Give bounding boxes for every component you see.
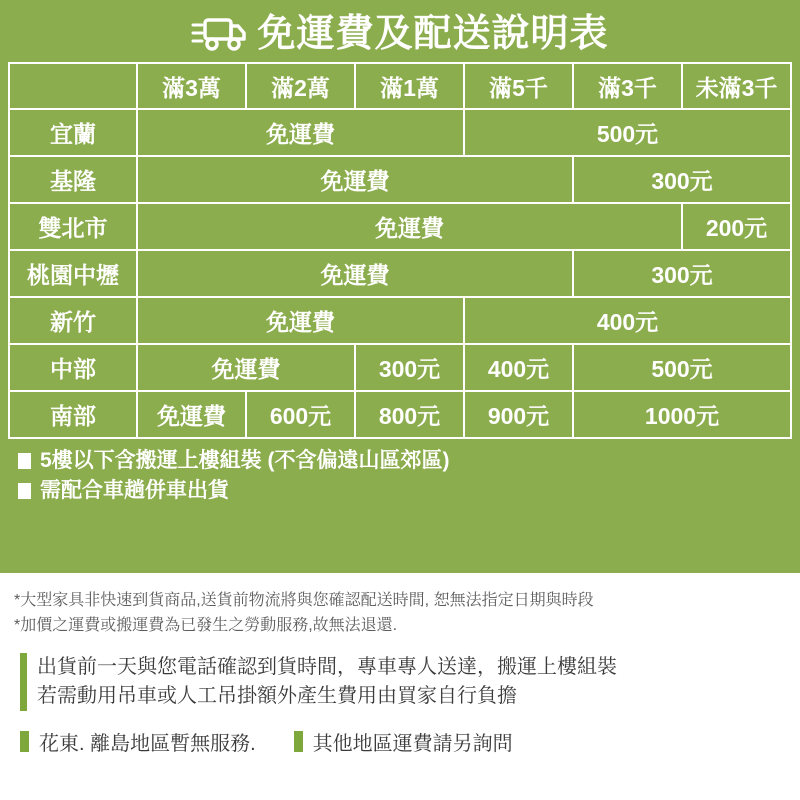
fee-table-body: [9, 109, 791, 438]
column-header-10000: 滿1萬: [355, 63, 464, 109]
table-row: [9, 250, 791, 297]
table-header-row: [9, 63, 791, 109]
table-cell-fee: 900元: [464, 391, 573, 438]
table-cell-fee: 800元: [355, 391, 464, 438]
table-cell-fee: 1000元: [573, 391, 791, 438]
column-header-under3000: 未滿3千: [682, 63, 791, 109]
table-cell-fee: 400元: [464, 344, 573, 391]
row-header-region: 新竹: [9, 297, 137, 344]
table-cell-fee: 免運費: [137, 297, 464, 344]
notes-list: [0, 439, 800, 502]
fineprint-line-1: *大型家具非快速到貨商品,送貨前物流將與您確認配送時間, 恕無法指定日期與時段: [14, 592, 594, 609]
accent-square-icon: [20, 731, 29, 752]
footer-row: [20, 727, 786, 756]
table-row: [9, 344, 791, 391]
table-row: [9, 297, 791, 344]
column-header-3000: 滿3千: [573, 63, 682, 109]
table-cell-fee: 免運費: [137, 203, 682, 250]
table-cell-fee: 免運費: [137, 391, 246, 438]
column-header-region: [9, 63, 137, 109]
table-cell-fee: 免運費: [137, 250, 573, 297]
note-item: [18, 479, 786, 502]
table-cell-fee: 200元: [682, 203, 791, 250]
truck-icon: [191, 14, 247, 54]
accent-square-icon: [294, 731, 303, 752]
note-item: [18, 449, 786, 472]
table-cell-fee: 300元: [355, 344, 464, 391]
row-header-region: 南部: [9, 391, 137, 438]
square-bullet-icon: [18, 453, 31, 469]
column-header-5000: 滿5千: [464, 63, 573, 109]
disclaimer-panel: [0, 573, 800, 800]
table-row: [9, 156, 791, 203]
table-cell-fee: 500元: [573, 344, 791, 391]
page-title: 免運費及配送說明表: [257, 13, 609, 55]
table-cell-fee: 300元: [573, 250, 791, 297]
table-cell-fee: 免運費: [137, 156, 573, 203]
row-header-region: 宜蘭: [9, 109, 137, 156]
row-header-region: 中部: [9, 344, 137, 391]
table-cell-fee: 免運費: [137, 344, 355, 391]
page-title-bar: [0, 0, 800, 62]
fee-table: [8, 62, 792, 439]
fineprint-block: [14, 589, 786, 639]
highlight-line-1: 出貨前一天與您電話確認到貨時間，專車專人送達，搬運上樓組裝: [37, 655, 617, 678]
column-header-30000: 滿3萬: [137, 63, 246, 109]
row-header-region: 桃園中壢: [9, 250, 137, 297]
table-cell-fee: 免運費: [137, 109, 464, 156]
table-row: [9, 109, 791, 156]
table-row: [9, 203, 791, 250]
column-header-20000: 滿2萬: [246, 63, 355, 109]
square-bullet-icon: [18, 483, 31, 499]
highlight-line-2: 若需動用吊車或人工吊掛額外產生費用由買家自行負擔: [37, 684, 517, 707]
note-text: 5樓以下含搬運上樓組裝 (不含偏遠山區郊區): [40, 449, 450, 472]
table-cell-fee: 500元: [464, 109, 791, 156]
table-cell-fee: 400元: [464, 297, 791, 344]
table-cell-fee: 300元: [573, 156, 791, 203]
row-header-region: 基隆: [9, 156, 137, 203]
fineprint-line-2: *加價之運費或搬運費為已發生之勞動服務,故無法退還.: [14, 616, 398, 634]
table-row: [9, 391, 791, 438]
highlight-block: [20, 653, 786, 711]
fee-table-wrap: [0, 62, 800, 439]
footer-right-text: 其他地區運費請另詢問: [312, 732, 513, 755]
table-cell-fee: 600元: [246, 391, 355, 438]
note-text: 需配合車趟併車出貨: [40, 479, 229, 503]
footer-left-text: 花東. 離島地區暫無服務.: [39, 732, 256, 755]
accent-bar: [20, 653, 27, 711]
row-header-region: 雙北市: [9, 203, 137, 250]
